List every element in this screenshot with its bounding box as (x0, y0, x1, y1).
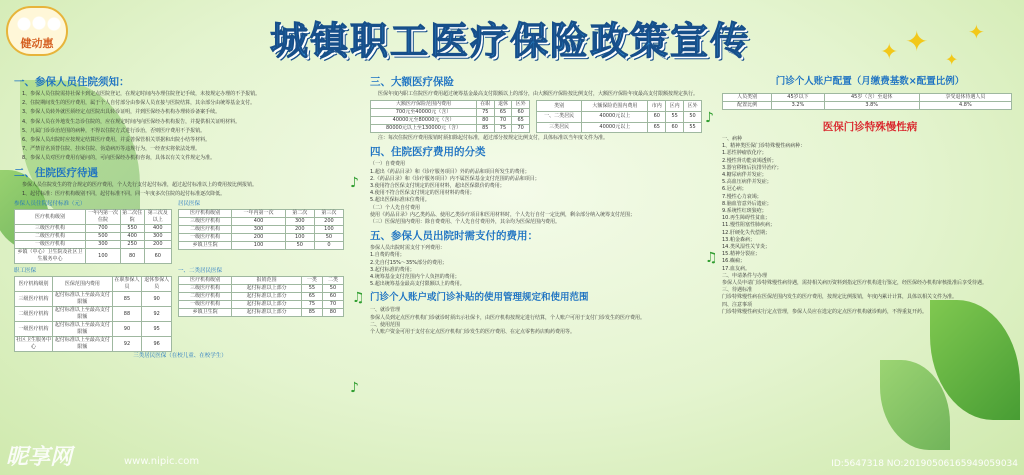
table-cell: 80 (120, 249, 144, 264)
column-header: 第二次住院 (122, 210, 143, 224)
table-cell: 70 (322, 301, 343, 309)
nurse-group-icon (16, 14, 62, 34)
music-note-icon: ♫ (352, 290, 365, 306)
table-cell: 300 (86, 241, 121, 249)
list-item: 参保人员申请门诊特殊慢性病待遇，需持相关病历资料到指定医疗机构进行鉴定，经医保经办机构审核批准后享受待遇。 (722, 280, 988, 287)
list-item: 参保人员出院时需支付下列费用： (370, 245, 446, 252)
table-row (15, 307, 172, 322)
table-cell: 85 (301, 309, 322, 317)
list-item: 12.肝硬化失代偿期； (722, 229, 770, 236)
column-header: 区内 (666, 101, 684, 112)
table-cell: 75 (476, 109, 494, 117)
table-row (537, 111, 702, 122)
list-item: 10.再生障碍性贫血； (722, 215, 770, 222)
deductible-table-resident (178, 209, 344, 250)
outpatient-account-rules (370, 307, 702, 336)
table-cell: 一级医疗机构 (179, 234, 232, 242)
table-cell: 起付标准以上至最高支付限额 (53, 337, 113, 352)
list-item: 1.自费的费用； (370, 252, 405, 259)
list-item: 6.冠心病； (722, 186, 747, 193)
table-row (723, 102, 1012, 110)
column-header: 大额医疗保险范围内费用 (371, 101, 477, 109)
table-cell: 3.2% (772, 102, 824, 110)
table-header-row (179, 210, 344, 218)
table-row (15, 292, 172, 307)
deductible-table-employee (14, 209, 172, 264)
table-row (371, 117, 530, 125)
inpatient-notice (14, 91, 346, 163)
chronic-disease-list (722, 136, 1018, 316)
table-cell: 700 (86, 225, 121, 233)
music-note-icon: ♪ (350, 380, 359, 396)
list-item: 1.恶性肿瘤放化疗； (722, 150, 767, 157)
table-cell: 起付标准以上部分 (232, 285, 302, 293)
table-cell: 550 (120, 225, 144, 233)
table-cell: 250 (120, 241, 144, 249)
list-item: 个人账户资金可用于支付在定点医疗机构门诊发生的医疗费用、在定点零售药店购药费用等。 (370, 329, 576, 336)
list-item: 2.《药品目录》和《诊疗服务项目》内不属医保基金支付范围的药品和项目； (370, 175, 540, 182)
reimbursement-table-employee (14, 276, 172, 352)
list-item: 16.癫痫； (722, 258, 745, 265)
column-header: 在职参保人员 (112, 277, 142, 292)
list-item: 3.器官移植后抗排异治疗； (722, 164, 782, 171)
list-item: 门诊特殊慢性病在医保范围内发生的医疗费用，按规定比例报销，年度内累计计算，具体以相关文件为准。 (722, 294, 958, 301)
table-cell: 300 (285, 218, 314, 226)
reimbursement-table-resident (178, 276, 344, 317)
table-cell: 70 (512, 125, 530, 133)
list-item: 三、待遇标准 (722, 287, 753, 294)
list-item: 11.慢性阻塞性肺疾病； (722, 222, 775, 229)
music-note-icon: ♪ (350, 175, 359, 191)
table-cell: 40000元至80000元（含） (371, 117, 477, 125)
column-header: 医疗机构级别 (15, 210, 86, 225)
list-item: 2.慢性肾功能衰竭透析； (722, 157, 777, 164)
list-item: 门诊特殊慢性病实行定点管理，参保人员应在选定的定点医疗机构就诊购药，不得重复开药。 (722, 308, 928, 315)
table-row (179, 234, 344, 242)
table-cell: 55 (684, 122, 702, 133)
table-caption: 三类居民医保（在校儿童、在校学生） (133, 353, 227, 360)
inpatient-benefit-text (14, 182, 346, 198)
table-row (537, 122, 702, 133)
column-header: 区外 (512, 101, 530, 109)
table-caption: 一、二类居民医保 (178, 268, 223, 275)
table-header-row (537, 101, 702, 112)
table-cell: 配置比例 (723, 102, 772, 110)
table-cell: 65 (648, 122, 666, 133)
table-row (15, 249, 172, 264)
column-header: 享受退休待遇人员 (919, 94, 1011, 102)
column-header: 大额保险范围内费用 (582, 101, 648, 112)
table-cell: 65 (512, 117, 530, 125)
table-cell: 92 (142, 307, 172, 322)
column-header: 第二次 (285, 210, 314, 218)
table-cell: 95 (142, 322, 172, 337)
watermark-url: www.nipic.com (124, 456, 200, 467)
star-icon: ✦ (905, 25, 929, 58)
list-item: 3.使用符合医保支付规定的医用材料，超出医保限价的费用； (370, 183, 505, 190)
table-cell: 80 (476, 117, 494, 125)
account-allocation-table (722, 93, 1012, 110)
paragraph: 4、参保人员在外地发生急诊住院的，应在规定时间内向医保经办机构报告，并提供相关证明材料。 (22, 118, 241, 125)
table-row (179, 301, 344, 309)
table-cell: 二级医疗机构 (179, 226, 232, 234)
table-caption: 居民医保 (178, 201, 201, 208)
column-header: 类别 (537, 101, 582, 112)
table-cell: 50 (322, 285, 343, 293)
paragraph: 1、起付标准：医疗机构级别不同，起付标准不同，同一年度多次住院的起付标准逐次降低。 (22, 190, 226, 197)
table-cell: 88 (112, 307, 142, 322)
list-item: 8.脑血管意外后遗症； (722, 200, 772, 207)
table-row (15, 225, 172, 233)
list-item: 一、就诊管理 (370, 307, 401, 314)
table-row (15, 337, 172, 352)
section-heading: 一、参保人员住院须知： (14, 76, 130, 88)
table-cell: 三级医疗机构 (15, 225, 86, 233)
table-row (371, 109, 530, 117)
section-heading: 二、住院医疗待遇 (14, 166, 98, 179)
table-cell: 起付标准以上至最高支付限额 (53, 307, 113, 322)
table-cell: 一级医疗机构 (15, 241, 86, 249)
paragraph: 1、参保人员住院需持社保卡到定点医院登记，在规定时间内办理住院登记手续，未按规定办理的不予报销。 (22, 91, 261, 97)
table-row (179, 285, 344, 293)
section-heading: 门诊个人账户或门诊补贴的使用管理规定和使用范围 (370, 292, 589, 304)
table-cell: 80 (322, 309, 343, 317)
column-header: 第三次 (314, 210, 343, 218)
table-cell: 300 (232, 226, 285, 234)
column-header: 医疗机构级别 (179, 277, 232, 285)
column-header: 二类 (322, 277, 343, 285)
column-header: 在职 (476, 101, 494, 109)
table-row (15, 241, 172, 249)
table-cell: 75 (301, 301, 322, 309)
table-cell: 三类居民 (537, 122, 582, 133)
paragraph: 2、住院期间发生的医疗费用，属于个人自付部分由参保人员直接与医院结算，其余部分由统筹基金支付。 (22, 100, 256, 107)
table-caption: 参保人员住院起付标准（元） (14, 201, 86, 208)
table-cell: 三级医疗机构 (179, 285, 232, 293)
table-cell: 70 (494, 117, 512, 125)
table-cell: 二级医疗机构 (15, 307, 53, 322)
page-title: 城镇职工医疗保险政策宣传 (269, 19, 750, 63)
column-header: 退休参保人员 (142, 277, 172, 292)
table-cell: 100 (232, 242, 285, 250)
list-item: 5.超出医保标准床位费用。 (370, 197, 430, 204)
paragraph: 医保年度内职工住院医疗费用超过统筹基金最高支付限额以上的部分，由大额医疗保险按比例支付，大额医疗保险年度最高支付限额按规定执行。 (378, 91, 699, 97)
table-caption: 职工医保 (14, 268, 37, 275)
column-header: 一年内第一次 (232, 210, 285, 218)
list-item: 5.超出统筹基金最高支付限额以上的费用。 (370, 281, 465, 288)
table-cell: 60 (322, 293, 343, 301)
list-item: 参保人员到定点医疗机构门诊就诊时须出示社保卡，由医疗机构按规定进行结算，个人账户可用于支付门诊发生的医疗费用。 (370, 314, 646, 321)
table-row (179, 242, 344, 250)
paragraph: 3、参保人员转外就医须经定点医院出具转诊证明，并到医保经办机构办理转诊备案手续。 (22, 109, 221, 116)
table-cell: 一、二类居民 (537, 111, 582, 122)
table-cell: 400 (120, 233, 144, 241)
table-cell: 400 (144, 225, 171, 233)
list-item: 二、使用范围 (370, 321, 401, 328)
table-cell: 300 (144, 233, 171, 241)
table-row (179, 293, 344, 301)
list-item: （一）自费费用 (370, 161, 406, 168)
watermark-id: ID:5647318 NO:20190506165949059034 (831, 459, 1018, 469)
paragraph: 8、参保人员对医疗费用有疑问的，可向医保经办机构咨询，具体以有关文件规定为准。 (22, 155, 216, 162)
list-item: 3.起付标准的费用； (370, 266, 415, 273)
table-cell: 55 (301, 285, 322, 293)
column-right (722, 72, 1018, 469)
table-cell: 0 (314, 242, 343, 250)
table-cell: 100 (314, 226, 343, 234)
table-cell: 65 (301, 293, 322, 301)
note-text: 注：每次住院医疗费用报销时须扣除起付标准，超过部分按规定比例支付，具体标准以当年度文件为准。 (378, 135, 609, 142)
table-cell: 乡镇（中心）卫生院及社区卫生服务中心 (15, 249, 86, 264)
table-cell: 60 (666, 122, 684, 133)
table-cell: 500 (86, 233, 121, 241)
paragraph: 5、凡属门诊诊治范围的病种，不得以住院方式进行诊治，否则医疗费用不予报销。 (22, 127, 206, 134)
paragraph: 6、参保人员出院时应按规定结算医疗费用，并妥善保管相关票据和出院小结等材料。 (22, 137, 211, 144)
column-header: 医保范围内费用 (53, 277, 113, 292)
logo-text: 健动惠 (20, 37, 54, 50)
star-icon: ✦ (968, 20, 985, 44)
list-item: 9.系统性红斑狼疮； (722, 208, 767, 215)
table-cell: 一级医疗机构 (179, 301, 232, 309)
table-cell: 起付标准以上部分 (232, 293, 302, 301)
table-cell: 三级医疗机构 (15, 292, 53, 307)
section-heading: 五、参保人员出院时需支付的费用： (370, 230, 538, 243)
column-header: 45岁以下 (772, 94, 824, 102)
star-icon: ✦ (880, 40, 899, 65)
table-cell: 50 (285, 242, 314, 250)
table-row (371, 125, 530, 133)
table-cell: 400 (232, 218, 285, 226)
list-item: 1.超出《药品目录》和《诊疗服务项目》外的药品和项目所发生的费用； (370, 168, 530, 175)
table-cell: 起付标准以上至最高支付限额 (53, 292, 113, 307)
list-item: （三）医保范围内费用：除自费费用、个人先自付费用外，其余均为医保范围内费用。 (370, 219, 561, 226)
table-cell: 60 (512, 109, 530, 117)
table-cell: 社区卫生服务中心 (16, 337, 52, 351)
table-cell: 40000元以上 (582, 122, 648, 133)
table-cell: 55 (666, 111, 684, 122)
table-cell: 起付标准以上部分 (232, 301, 302, 309)
table-cell: 80000元以上至130000元（含） (371, 125, 477, 133)
paragraph: 7、严禁冒名顶替住院、挂床住院、伪造病历等违规行为，一经查实将依法处理。 (22, 146, 201, 153)
table-cell: 65 (494, 109, 512, 117)
table-header-row (723, 94, 1012, 102)
list-item: 1、精神类医保门诊特殊慢性病病种： (722, 143, 806, 150)
column-header: 市内 (648, 101, 666, 112)
column-header: 报销范围 (232, 277, 302, 285)
table-cell: 700元至40000元（含） (371, 109, 477, 117)
table-cell: 75 (494, 125, 512, 133)
star-icon: ✦ (945, 50, 959, 69)
column-header: 医疗机构级别 (179, 210, 232, 218)
table-header-row (15, 277, 172, 292)
table-cell: 60 (648, 111, 666, 122)
column-header: 医疗机构级别 (15, 277, 53, 292)
table-row (15, 233, 172, 241)
table-cell: 起付标准以上至最高支付限额 (53, 322, 113, 337)
column-header: 区外 (684, 101, 702, 112)
table-cell: 4.8% (919, 102, 1011, 110)
music-note-icon: ♫ (705, 250, 718, 266)
table-cell: 100 (86, 249, 121, 264)
list-item: 一、病种 (722, 136, 743, 142)
table-header-row (179, 277, 344, 285)
list-item: 7.慢性心力衰竭； (722, 193, 762, 200)
music-note-icon: ♪ (705, 110, 714, 126)
table-cell: 90 (142, 292, 172, 307)
section-heading: 医保门诊特殊慢性病 (822, 121, 918, 133)
table-cell: 乡镇卫生院 (179, 242, 232, 250)
fee-category-list (370, 161, 702, 226)
list-item: （二）个人先自付费用 (370, 204, 421, 211)
table-cell: 二级医疗机构 (15, 233, 86, 241)
list-item: 5.高血压病伴并发症； (722, 179, 772, 186)
list-item: 13.帕金森病； (722, 236, 755, 243)
list-item: 14.类风湿性关节炎； (722, 244, 770, 251)
logo (6, 6, 68, 56)
column-header: 45岁（含）至退休 (824, 94, 919, 102)
table-cell: 200 (285, 226, 314, 234)
table-row (179, 218, 344, 226)
table-cell: 40000元以上 (582, 111, 648, 122)
table-cell: 85 (112, 292, 142, 307)
column-left (14, 72, 346, 469)
list-item: 使用《药品目录》内乙类药品、使用乙类诊疗项目和医用材料时，个人先行自付一定比例，剩余部分纳入统筹支付范围； (370, 211, 636, 218)
table-cell: 乡镇卫生院 (179, 309, 232, 317)
table-cell: 60 (144, 249, 171, 264)
section-heading: 三、大额医疗保险 (370, 76, 454, 88)
paragraph: 参保人员住院发生的符合规定的医疗费用，个人先行支付起付标准，超过起付标准以上的费用按比例报销。 (22, 181, 258, 188)
list-item: 17.血友病。 (722, 265, 750, 272)
table-cell: 92 (112, 337, 142, 352)
table-cell: 一级医疗机构 (15, 322, 53, 337)
table-cell: 85 (476, 125, 494, 133)
discharge-fee-list (370, 245, 702, 288)
table-cell: 50 (314, 234, 343, 242)
table-cell: 96 (142, 337, 172, 352)
column-header: 一年内第一次住院 (86, 210, 121, 225)
section-heading: 四、住院医疗费用的分类 (370, 146, 486, 159)
table-cell: 200 (232, 234, 285, 242)
section-heading: 门诊个人账户配置（月缴费基数×配置比例） (775, 76, 965, 87)
table-header-row (15, 210, 172, 225)
table-cell: 二级医疗机构 (179, 293, 232, 301)
table-row (15, 322, 172, 337)
table-header-row (371, 101, 530, 109)
list-item: 4.使用不符合医保支付规定的医用材料的费用； (370, 190, 475, 197)
column-header: 一类 (301, 277, 322, 285)
table-cell: 100 (285, 234, 314, 242)
column-header: 人员类别 (723, 94, 772, 102)
column-header: 第三次及以上 (144, 210, 171, 225)
table-cell: 200 (314, 218, 343, 226)
table-cell: 起付标准以上部分 (232, 309, 302, 317)
table-cell: 三级医疗机构 (179, 218, 232, 226)
list-item: 15.精神分裂症； (722, 251, 760, 258)
list-item: 二、申请条件与办理 (722, 272, 768, 279)
table-row (179, 309, 344, 317)
column-middle (370, 72, 702, 469)
major-illness-table-resident (536, 100, 702, 133)
table-cell: 200 (144, 241, 171, 249)
major-illness-table-employee (370, 100, 530, 133)
table-cell: 50 (684, 111, 702, 122)
table-cell: 3.8% (824, 102, 919, 110)
list-item: 4.统筹基金支付范围内个人负担的费用； (370, 274, 460, 281)
list-item: 2.先自付15%～35%部分的费用； (370, 259, 447, 266)
column-header: 退休 (494, 101, 512, 109)
list-item: 4.糖尿病伴并发症； (722, 172, 767, 179)
table-cell: 90 (112, 322, 142, 337)
watermark-brand: 昵享网 (6, 445, 73, 470)
table-row (179, 226, 344, 234)
list-item: 四、注意事项 (722, 301, 753, 308)
